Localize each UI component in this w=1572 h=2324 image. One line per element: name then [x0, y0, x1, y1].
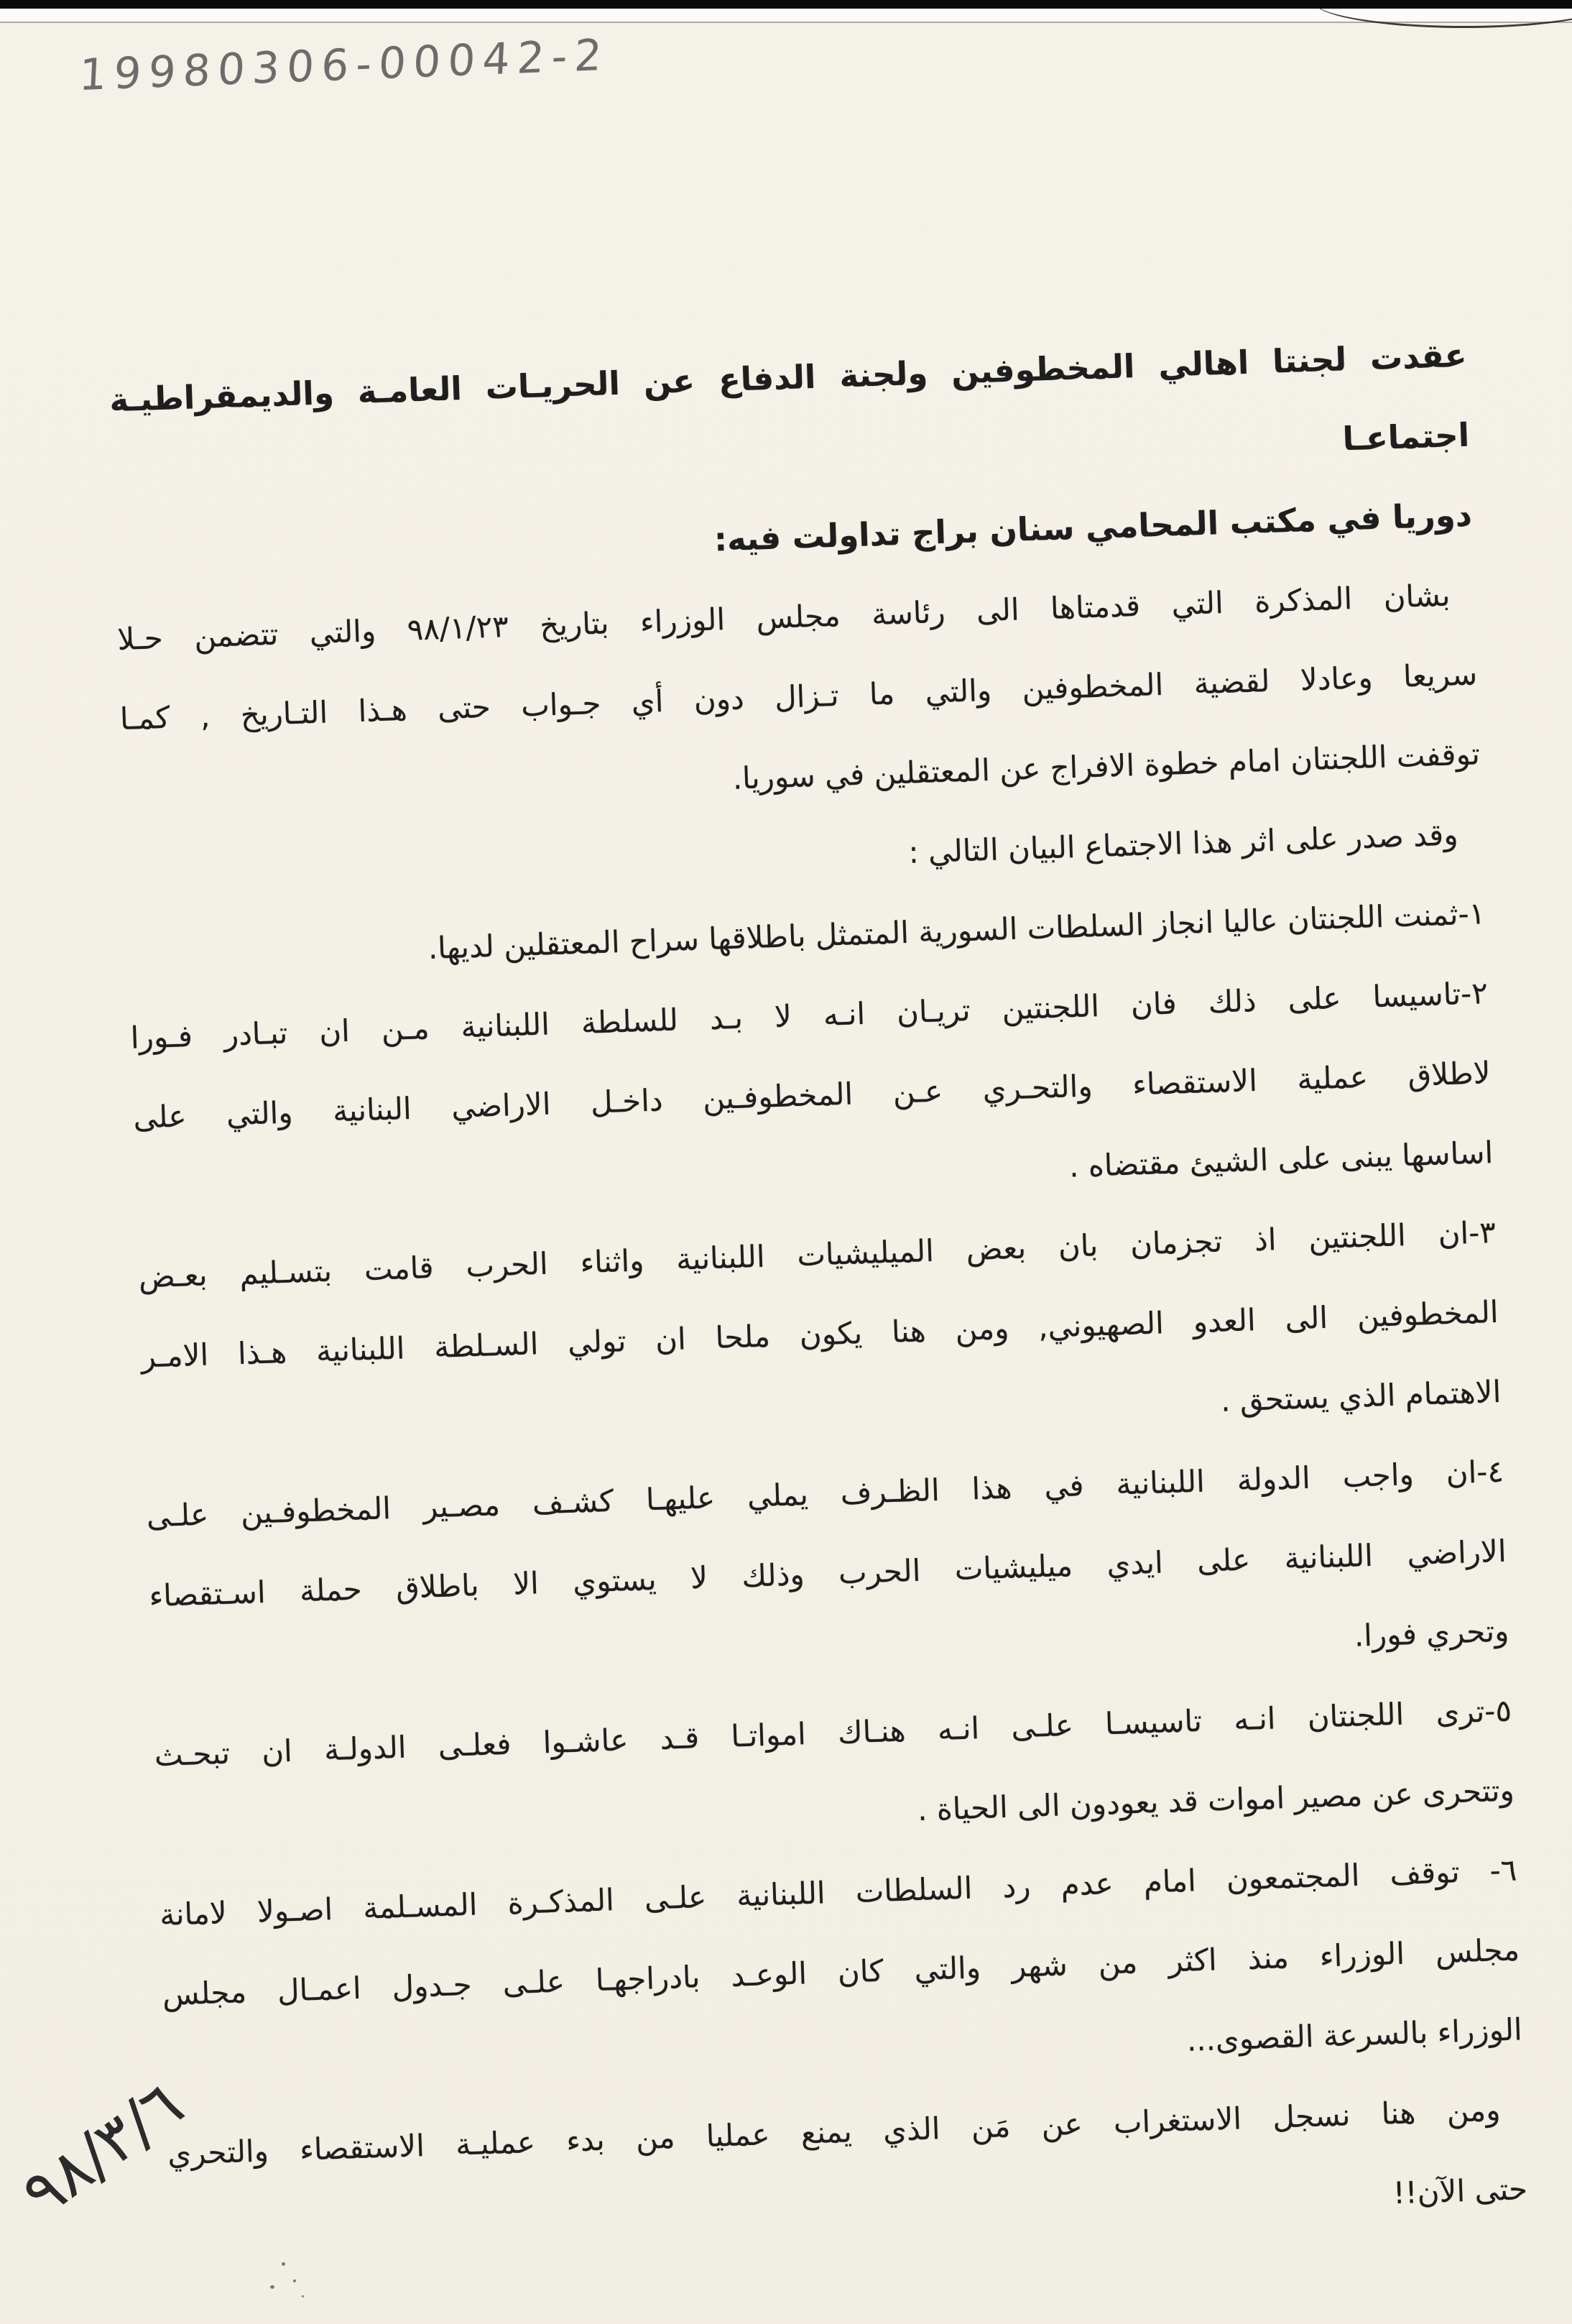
item-6-line-3: الوزراء بالسرعة القصوى... — [1185, 2011, 1523, 2058]
closing-paragraph-line-1: ومن هنا نسجل الاستغراب عن مَن الذي يمنع عمليا من بدء عمليـة الاستقصاء والتحري — [167, 2092, 1502, 2172]
item-4-line-1: ٤-ان واجب الدولة اللبنانية في هذا الظـرف يملي عليهـا كشـف مصـير المخطوفـين علـى — [146, 1453, 1504, 1534]
item-1-line-1: ١-ثمنت اللجنتان عاليا انجاز السلطات السورية المتمثل باطلاقها سراح المعتقلين لديها. — [427, 895, 1486, 967]
intro-paragraph-line-1: بشان المذكرة التي قدمتاها الى رئاسة مجلس الوزراء بتاريخ ٩٨/١/٢٣ والتي تتضمن حـلا — [116, 577, 1451, 658]
ink-speck — [270, 2285, 274, 2289]
item-3-line-1: ٣-ان اللجنتين اذ تجزمان بان بعض الميليشيات اللبنانية واثناء الحرب قامت بتسـليم بعـض — [138, 1214, 1497, 1295]
document-title-line-2: دوريا في مكتب المحامي سنان براج تداولت فيه: — [713, 495, 1473, 559]
item-2-line-2: لاطلاق عملية الاستقصاء والتحـري عـن المخطوفـين داخـل الاراضي البنانية والتي على — [132, 1055, 1492, 1135]
ink-speck — [293, 2279, 296, 2282]
item-2-line-1: ٢-تاسيسا على ذلك فان اللجنتين تريـان انـه لا بـد للسلطة اللبنانية مـن ان تبـادر فـورا — [129, 975, 1489, 1056]
document-title-line-1: عقدت لجنتا اهالي المخطوفين ولجنة الدفاع عن الحريـات العامـة والديمقراطيـة اجتماعـا — [108, 336, 1470, 458]
ink-speck — [282, 2262, 285, 2266]
ink-speck — [302, 2295, 304, 2297]
handwritten-date: ٩٨/٣/٦ — [8, 2066, 197, 2232]
closing-paragraph-line-2: حتى الآن!! — [1392, 2171, 1528, 2211]
scan-paper-edge-line — [0, 22, 1572, 23]
item-2-line-3: اساسها يبنى على الشيئ مقتضاه . — [1068, 1135, 1494, 1184]
document-body — [108, 315, 1529, 2274]
item-4-line-2: الاراضي اللبنانية على ايدي ميليشيات الحرب وذلك لا يستوي الا باطلاق حملة اسـتقصاء — [148, 1533, 1507, 1614]
handwritten-reference-number: 19980306-00042-2 — [78, 29, 611, 101]
intro-paragraph-line-2: سريعا وعادلا لقضية المخطوفين والتي ما تـزال دون أي جـواب حتى هـذا التـاريخ , كمـا — [119, 656, 1478, 737]
item-3-line-3: الاهتمام الذي يستحق . — [1220, 1373, 1502, 1419]
scan-corner-artifact — [1313, 0, 1572, 28]
item-6-line-1: ٦- توقف المجتمعون امام عدم رد السلطات اللبنانية علـى المذكـرة المسـلمة اصـولا لامانة — [159, 1852, 1518, 1933]
statement-intro-line: وقد صدر على اثر هذا الاجتماع البيان التالي : — [907, 816, 1459, 870]
intro-paragraph-line-3: توقفت اللجنتان امام خطوة الافراج عن المعتقلين في سوريا. — [731, 736, 1481, 796]
item-5-line-1: ٥-ترى اللجنتان انـه تاسيسـا علـى انـه هنـاك امواتـا قـد عاشـوا فعلـى الدولـة ان تبحـث — [154, 1692, 1512, 1774]
item-4-line-3: وتحري فورا. — [1353, 1613, 1510, 1654]
item-5-line-2: وتتحرى عن مصير اموات قد يعودون الى الحياة . — [917, 1772, 1515, 1828]
item-3-line-2: المخطوفين الى العدو الصهيوني, ومن هنا يكون ملحا ان تولي السـلطة اللبنانية هـذا الامـر — [140, 1294, 1499, 1375]
item-6-line-2: مجلس الوزراء منذ اكثر من شهر والتي كان الوعـد بادراجهـا علـى جـدول اعمـال مجلس — [162, 1932, 1520, 2013]
